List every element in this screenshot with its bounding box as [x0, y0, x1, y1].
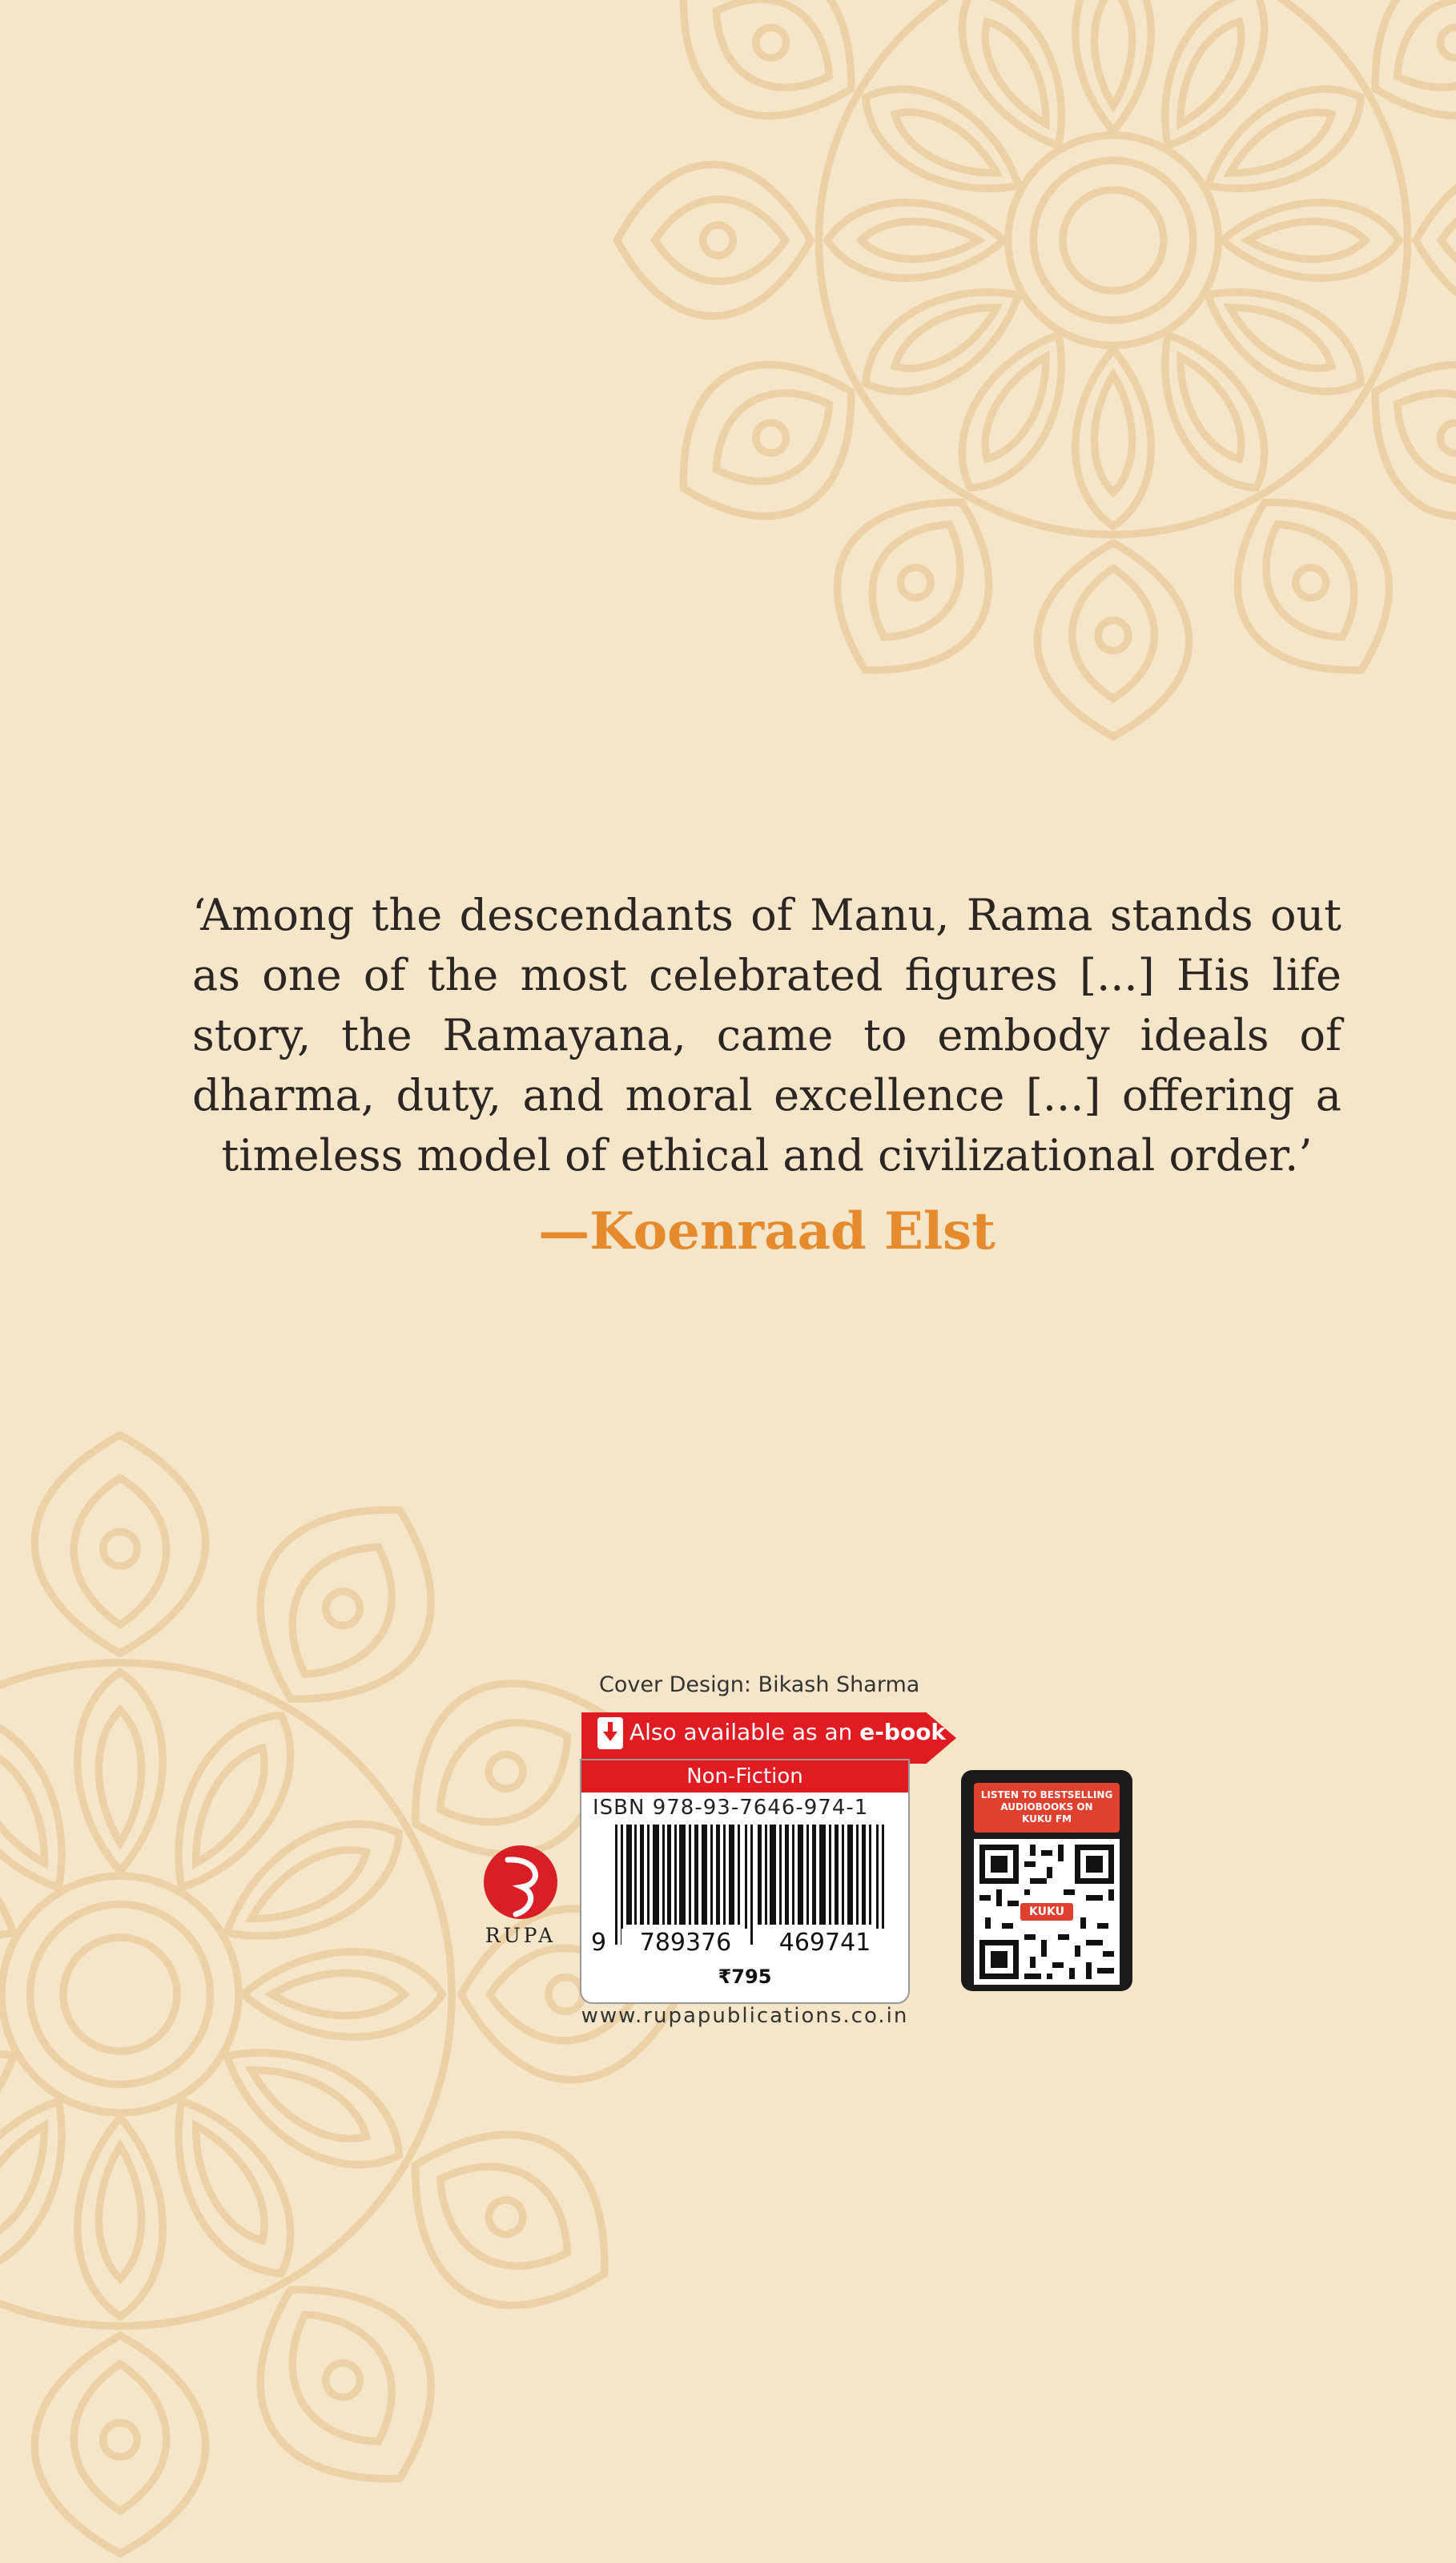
- category-label: Non-Fiction: [581, 1760, 908, 1792]
- blurb-quote: ‘Among the descendants of Manu, Rama stands out as one of the most celebrated figures [...] His life story, the Ramayana, came to embody ideals of dharma, duty, and moral excellence [...] offering a timeless model of ethical and civilizational order.’: [192, 890, 1341, 1181]
- mandala-ornament-top-right: [609, 0, 1456, 745]
- download-icon: [597, 1717, 623, 1749]
- qr-banner: [974, 1783, 1120, 1833]
- barcode-digit-first: 9: [591, 1929, 607, 1957]
- ebook-availability-text: Also available as an e-book: [629, 1719, 947, 1745]
- isbn-text: ISBN 978-93-7646-974-1: [593, 1796, 869, 1820]
- barcode-image: [615, 1825, 887, 1945]
- publisher-website: www.rupapublications.co.in: [581, 2004, 909, 2028]
- qr-banner-line1: LISTEN TO BESTSELLING: [980, 1789, 1113, 1801]
- barcode-panel: [580, 1759, 910, 2004]
- cover-design-credit: Cover Design: Bikash Sharma: [599, 1672, 920, 1697]
- publisher-name: RUPA: [485, 1924, 557, 1947]
- qr-banner-line2: AUDIOBOOKS ON: [1000, 1801, 1093, 1813]
- rupa-logo-icon: [476, 1842, 565, 1921]
- kukufm-badge: KUKU FM: [1020, 1903, 1073, 1921]
- quote-attribution: —Koenraad Elst: [538, 1201, 995, 1261]
- qr-banner-line3: KUKU FM: [1022, 1813, 1072, 1825]
- kukufm-qr-card: [961, 1770, 1132, 1991]
- price-label: ₹795: [718, 1966, 772, 1988]
- barcode-digits-right: 469741: [759, 1929, 891, 1957]
- qr-code-icon: [974, 1839, 1120, 1985]
- barcode-digits-left: 789376: [621, 1929, 750, 1957]
